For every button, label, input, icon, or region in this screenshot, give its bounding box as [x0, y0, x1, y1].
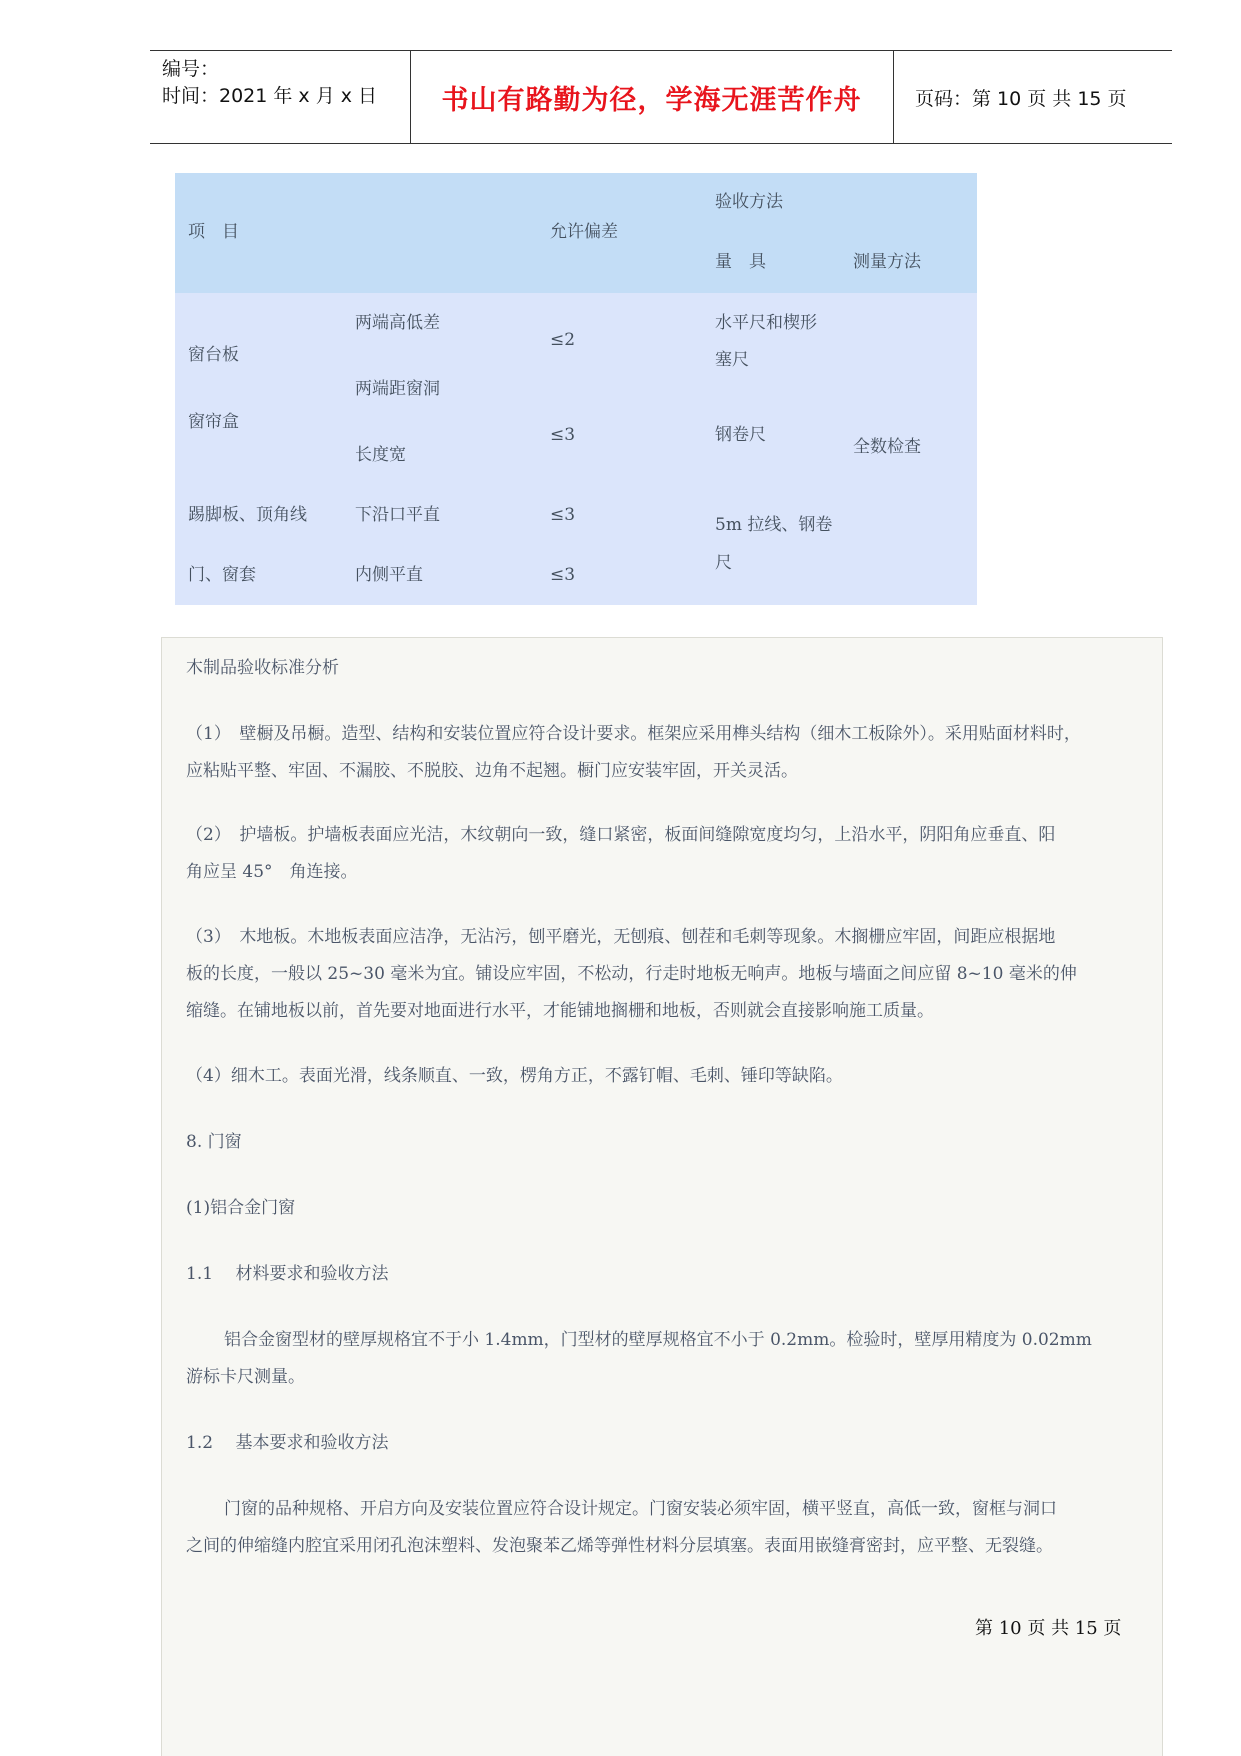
page-footer: 第 10 页 共 15 页: [975, 1618, 1122, 1639]
row-curtainbox: 窗帘盒: [188, 412, 239, 432]
tolerance-3a: ≤3: [550, 425, 576, 445]
header-tolerance: 允许偏差: [550, 222, 618, 242]
section-1-2-line-1: 门窗的品种规格、开启方向及安装位置应符合设计规定。门窗安装必须牢固，横平竖直，高低一致，窗框与洞口: [224, 1499, 1057, 1519]
measure-all: 全数检查: [853, 437, 921, 457]
sub-distance-2: 长度宽: [355, 445, 406, 465]
section-1-1-heading: 1.1 材料要求和验收方法: [186, 1264, 389, 1284]
header-measure: 测量方法: [853, 252, 921, 272]
header-meta: [162, 56, 377, 110]
page-label: 页码：第 10 页 共 15 页: [915, 87, 1127, 110]
section-8-1-heading: (1)铝合金门窗: [186, 1198, 296, 1218]
section-1-2-line-2: 之间的伸缩缝内腔宜采用闭孔泡沫塑料、发泡聚苯乙烯等弹性材料分层填塞。表面用嵌缝膏密封，应平整、无裂缝。: [186, 1536, 1053, 1556]
header-motto: 书山有路勤为径，学海无涯苦作舟: [441, 84, 862, 116]
acceptance-table: [175, 173, 977, 605]
section-1-1-line-1: 铝合金窗型材的壁厚规格宜不于小 1.4mm，门型材的壁厚规格宜不小于 0.2mm。检验时，壁厚用精度为 0.02mm: [224, 1330, 1092, 1350]
analysis-title: 木制品验收标准分析: [186, 658, 339, 678]
paragraph-1-line-2: 应粘贴平整、牢固、不漏胶、不脱胶、边角不起翘。橱门应安装牢固，开关灵活。: [186, 761, 798, 781]
section-1-1-line-2: 游标卡尺测量。: [186, 1367, 305, 1387]
number-label: 编号：: [162, 58, 220, 80]
sub-lower-edge: 下沿口平直: [355, 505, 440, 525]
section-1-2-heading: 1.2 基本要求和验收方法: [186, 1433, 389, 1453]
header-divider-right: [893, 50, 894, 144]
sub-height-diff: 两端高低差: [355, 313, 440, 333]
analysis-section: [161, 637, 1163, 1756]
header-tool: 量 具: [715, 252, 766, 272]
tolerance-2: ≤2: [550, 330, 576, 350]
tool-5m-1: 5m 拉线、钢卷: [715, 515, 833, 535]
sub-distance-1: 两端距窗洞: [355, 379, 440, 399]
tool-level-1: 水平尺和楔形: [715, 313, 817, 333]
header-item: 项 目: [188, 222, 239, 242]
header-page-number: [905, 50, 1127, 144]
row-windowsill: 窗台板: [188, 345, 239, 365]
paragraph-3-line-1: （3） 木地板。木地板表面应洁净，无沾污，刨平磨光，无刨痕、刨茬和毛刺等现象。木搁栅应牢固，间距应根据地: [186, 927, 1056, 947]
row-doorcase: 门、窗套: [188, 565, 256, 585]
sub-inner: 内侧平直: [355, 565, 423, 585]
tool-5m-2: 尺: [715, 553, 732, 573]
page-header: [150, 50, 1172, 144]
paragraph-2-line-1: （2） 护墙板。护墙板表面应光洁，木纹朝向一致，缝口紧密，板面间缝隙宽度均匀，上沿水平，阴阳角应垂直、阳: [186, 825, 1056, 845]
tolerance-3b: ≤3: [550, 505, 576, 525]
row-skirting: 踢脚板、顶角线: [188, 505, 307, 525]
tool-tape: 钢卷尺: [715, 425, 766, 445]
tool-level-2: 塞尺: [715, 350, 749, 370]
section-8-heading: 8. 门窗: [186, 1132, 242, 1152]
header-method: 验收方法: [715, 192, 783, 212]
time-label: 时间：2021 年 x 月 x 日: [162, 85, 378, 107]
paragraph-4: （4）细木工。表面光滑，线条顺直、一致，楞角方正，不露钉帽、毛刺、锤印等缺陷。: [186, 1066, 843, 1086]
paragraph-2-line-2: 角应呈 45° 角连接。: [186, 862, 358, 882]
paragraph-3-line-3: 缩缝。在铺地板以前，首先要对地面进行水平，才能铺地搁栅和地板，否则就会直接影响施工质量。: [186, 1001, 934, 1021]
paragraph-1-line-1: （1） 壁橱及吊橱。造型、结构和安装位置应符合设计要求。框架应采用榫头结构（细木工板除外）。采用贴面材料时，: [186, 724, 1081, 744]
paragraph-3-line-2: 板的长度，一般以 25~30 毫米为宜。铺设应牢固，不松动，行走时地板无响声。地板与墙面之间应留 8~10 毫米的伸: [186, 964, 1077, 984]
tolerance-3c: ≤3: [550, 565, 576, 585]
